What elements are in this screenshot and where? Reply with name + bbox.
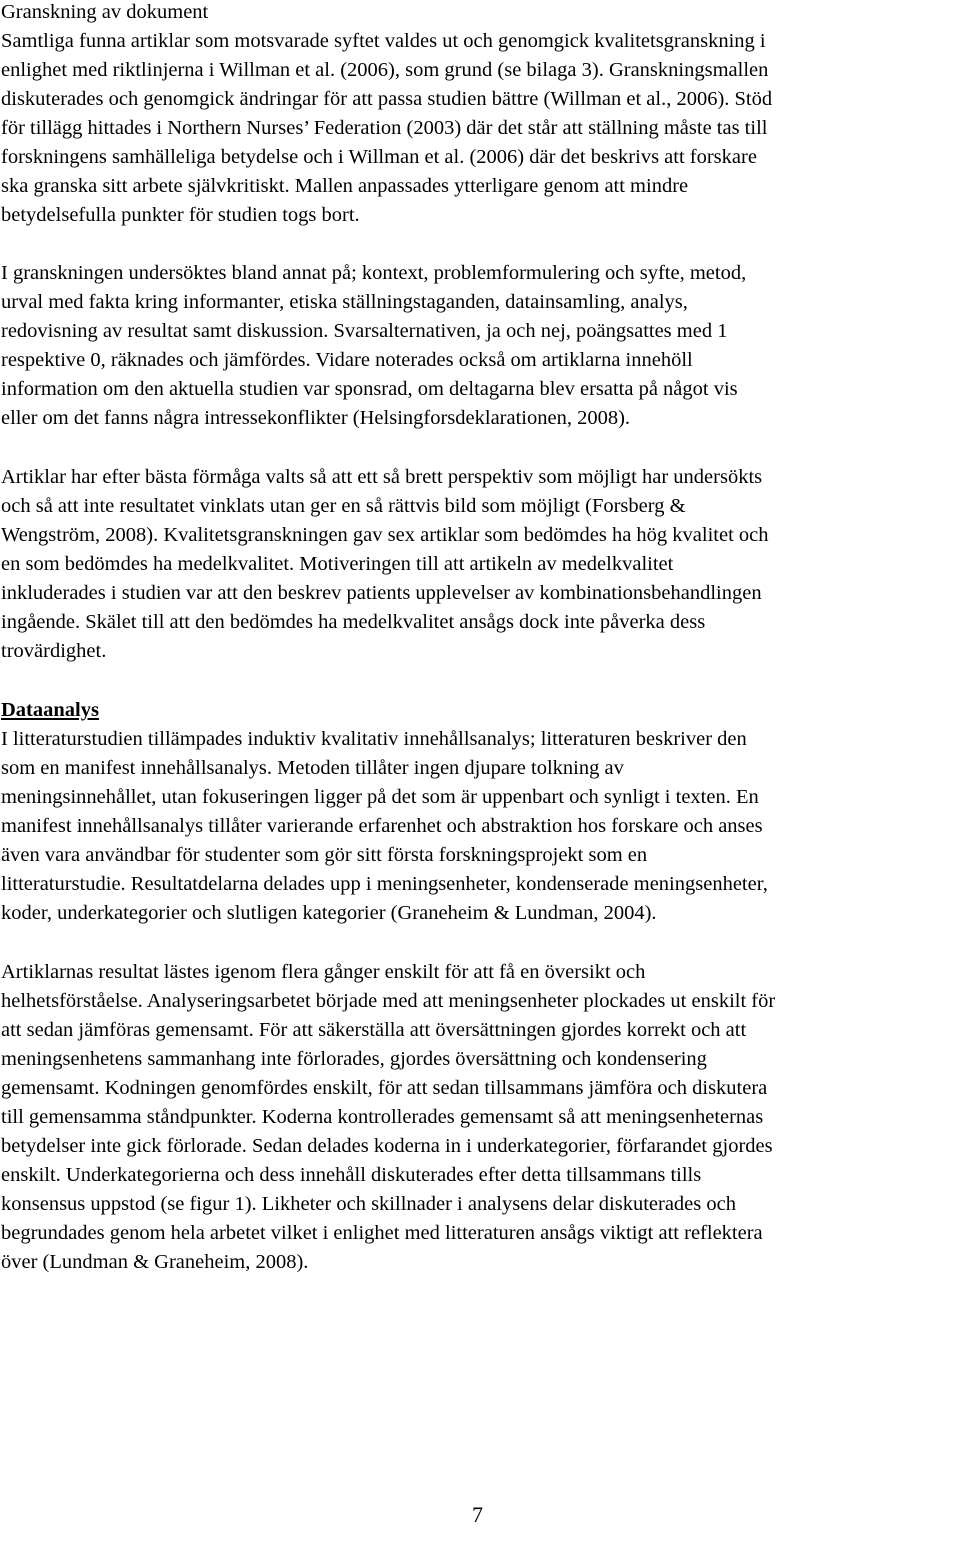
text-line: konsensus uppstod (se figur 1). Likheter och skillnader i analysens delar diskuterades och [1,1193,736,1215]
section-heading-dataanalys: Dataanalys [1,699,99,721]
text-line: även vara användbar för studenter som gör sitt första forskningsprojekt som en [1,844,648,866]
text-line: I litteraturstudien tillämpades induktiv kvalitativ innehållsanalys; litteraturen beskriver den [1,728,747,750]
text-line: Samtliga funna artiklar som motsvarade syftet valdes ut och genomgick kvalitetsgranskning i [1,30,766,52]
text-line: ingående. Skälet till att den bedömdes ha medelkvalitet ansågs dock inte påverka dess [1,611,706,633]
text-line: att sedan jämföras gemensamt. För att säkerställa att översättningen gjordes korrekt och att [1,1019,747,1041]
text-line: Wengström, 2008). Kvalitetsgranskningen gav sex artiklar som bedömdes ha hög kvalitet och [1,524,769,546]
text-line: I granskningen undersöktes bland annat på; kontext, problemformulering och syfte, metod, [1,262,747,284]
text-line: Artiklarnas resultat lästes igenom flera gånger enskilt för att få en översikt och [1,961,646,983]
text-line: som en manifest innehållsanalys. Metoden tillåter ingen djupare tolkning av [1,757,624,779]
text-line: meningsinnehållet, utan fokuseringen ligger på det som är uppenbart och synligt i texten. En [1,786,759,808]
text-line: betydelser inte gick förlorade. Sedan delades koderna in i underkategorier, förfarandet gjordes [1,1135,773,1157]
text-line: över (Lundman & Graneheim, 2008). [1,1251,309,1273]
text-line: redovisning av resultat samt diskussion. Svarsalternativen, ja och nej, poängsattes med 1 [1,320,728,342]
text-line: respektive 0, räknades och jämfördes. Vidare noterades också om artiklarna innehöll [1,349,693,371]
text-line: enskilt. Underkategorierna och dess innehåll diskuterades efter detta tillsammans tills [1,1164,702,1186]
text-line: och så att inte resultatet vinklats utan ger en så rättvis bild som möjligt (Forsberg & [1,495,686,517]
text-line: för tillägg hittades i Northern Nurses’ Federation (2003) där det står att ställning måste tas till [1,117,768,139]
text-line: urval med fakta kring informanter, etiska ställningstaganden, datainsamling, analys, [1,291,688,313]
text-line: trovärdighet. [1,640,107,662]
text-line: till gemensamma ståndpunkter. Koderna kontrollerades gemensamt så att meningsenheternas [1,1106,764,1128]
text-line: Artiklar har efter bästa förmåga valts så att ett så brett perspektiv som möjligt har undersökts [1,466,763,488]
text-line: information om den aktuella studien var sponsrad, om deltagarna blev ersatta på något vis [1,378,738,400]
text-line: begrundades genom hela arbetet vilket i enlighet med litteraturen ansågs viktigt att reflektera [1,1222,763,1244]
text-line: helhetsförståelse. Analyseringsarbetet började med att meningsenheter plockades ut enskilt för [1,990,776,1012]
text-line: litteraturstudie. Resultatdelarna delades upp i meningsenheter, kondenserade meningsenheter, [1,873,768,895]
page-number: 7 [472,1502,483,1527]
text-line: forskningens samhälleliga betydelse och i Willman et al. (2006) där det beskrivs att forskare [1,146,757,168]
text-line: koder, underkategorier och slutligen kategorier (Graneheim & Lundman, 2004). [1,902,657,924]
text-line: en som bedömdes ha medelkvalitet. Motiveringen till att artikeln av medelkvalitet [1,553,674,575]
text-line: eller om det fanns några intressekonflikter (Helsingforsdeklarationen, 2008). [1,407,631,429]
section-heading-granskning: Granskning av dokument [1,1,209,23]
text-line: manifest innehållsanalys tillåter varierande erfarenhet och abstraktion hos forskare och anses [1,815,763,837]
text-line: betydelsefulla punkter för studien togs bort. [1,204,360,226]
text-line: meningsenhetens sammanhang inte förlorades, gjordes översättning och kondensering [1,1048,707,1070]
text-line: diskuterades och genomgick ändringar för att passa studien bättre (Willman et al., 2006). Stöd [1,88,773,110]
text-line: ska granska sitt arbete självkritiskt. Mallen anpassades ytterligare genom att mindre [1,175,689,197]
text-line: gemensamt. Kodningen genomfördes enskilt, för att sedan tillsammans jämföra och diskutera [1,1077,768,1099]
text-line: inkluderades i studien var att den beskrev patients upplevelser av kombinationsbehandlingen [1,582,762,604]
text-line: enlighet med riktlinjerna i Willman et al. (2006), som grund (se bilaga 3). Granskningsmallen [1,59,769,81]
